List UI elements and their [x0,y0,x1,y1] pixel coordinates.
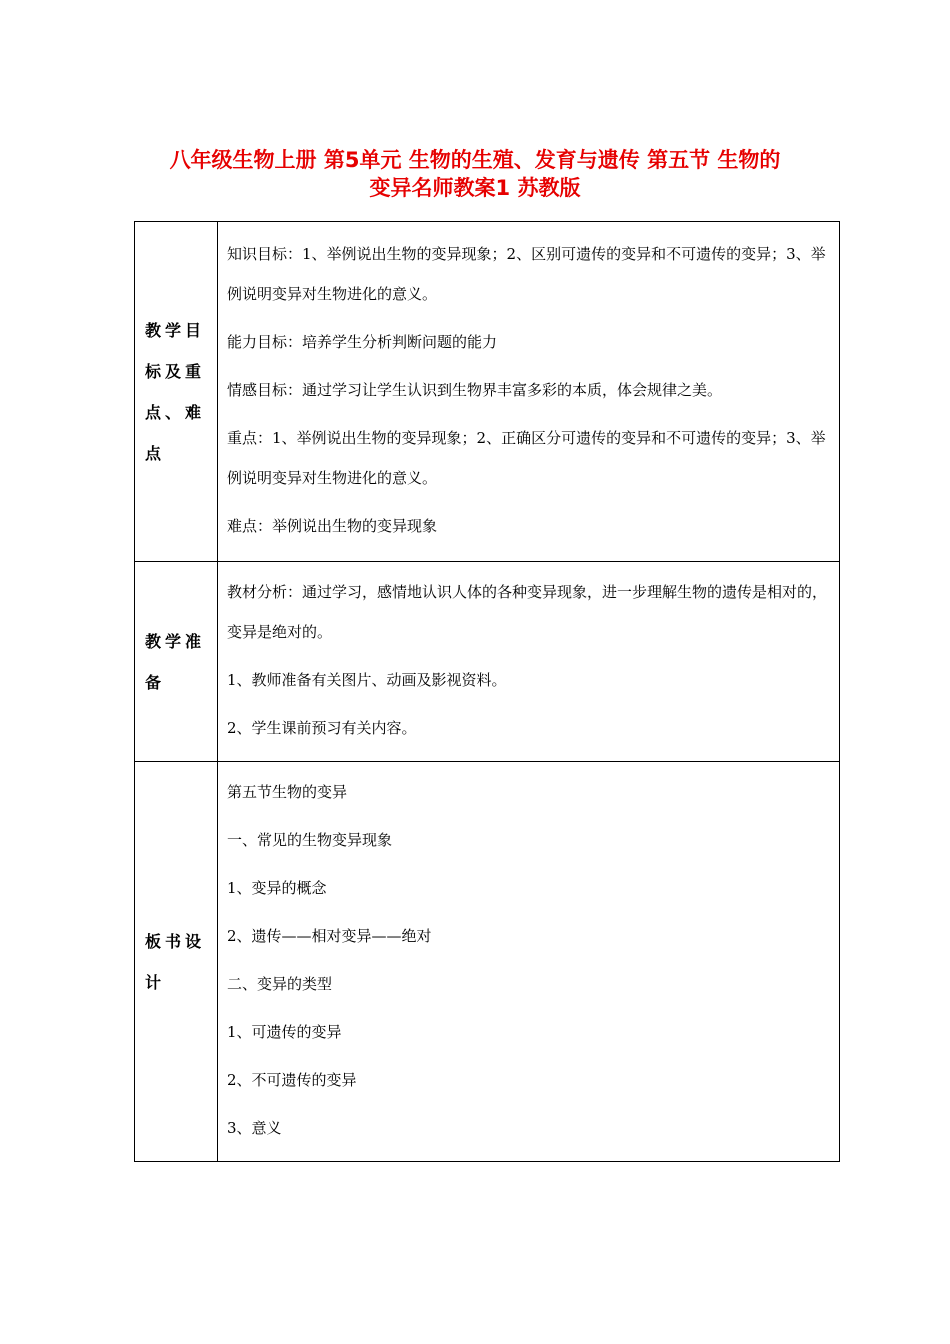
document-title [0,146,950,202]
material-analysis: 教材分析：通过学习，感情地认识人体的各种变异现象，进一步理解生物的遗传是相对的，变异是绝对的。 [227,582,828,641]
table-row-preparation [135,562,840,762]
lesson-plan-table [134,221,840,1162]
row-content-objectives [218,222,840,562]
title-line-2: 变异名师教案1 苏教版 [369,176,581,200]
table-row-objectives [135,222,840,562]
student-preparation: 2、学生课前预习有关内容。 [227,718,417,737]
title-line-1: 八年级生物上册 第5单元 生物的生殖、发育与遗传 第五节 生物的 [169,148,781,172]
ability-objective: 能力目标：培养学生分析判断问题的能力 [227,332,498,351]
emotion-objective: 情感目标：通过学习让学生认识到生物界丰富多彩的本质，体会规律之美。 [227,380,723,399]
list-item: 1、可遗传的变异 [227,1022,342,1041]
list-item: 一、常见的生物变异现象 [227,830,393,849]
key-points: 重点：1、举例说出生物的变异现象；2、正确区分可遗传的变异和不可遗传的变异；3、举例说明变异对生物进化的意义。 [227,428,826,487]
table-row-board-design [135,762,840,1162]
list-item: 二、变异的类型 [227,974,333,993]
list-item: 2、不可遗传的变异 [227,1070,357,1089]
row-content-board-design [218,762,840,1162]
row-content-preparation [218,562,840,762]
row-label-board-design: 板书设计 [135,762,218,1162]
list-item: 第五节生物的变异 [227,782,348,801]
difficult-points: 难点：举例说出生物的变异现象 [227,516,438,535]
teacher-preparation: 1、教师准备有关图片、动画及影视资料。 [227,670,507,689]
list-item: 2、遗传——相对变异——绝对 [227,926,432,945]
knowledge-objective: 知识目标：1、举例说出生物的变异现象；2、区别可遗传的变异和不可遗传的变异；3、举例说明变异对生物进化的意义。 [227,244,826,303]
row-label-objectives: 教学目标及重点、难点 [135,222,218,562]
row-label-preparation: 教学准备 [135,562,218,762]
list-item: 1、变异的概念 [227,878,327,897]
list-item: 3、意义 [227,1118,282,1137]
